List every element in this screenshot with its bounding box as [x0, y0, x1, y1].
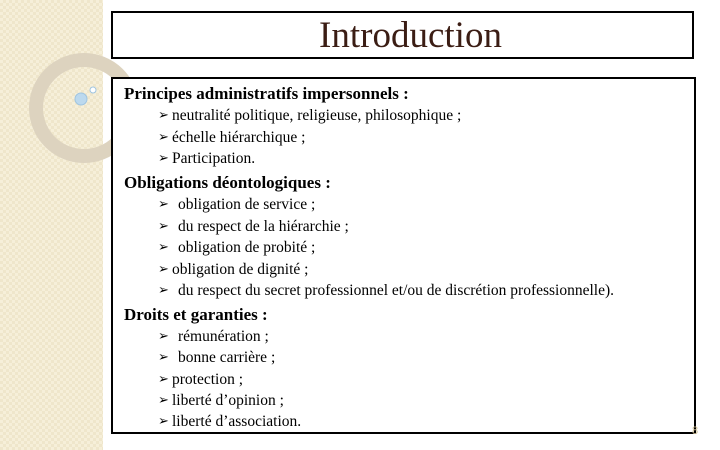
list-item-text: rémunération ; [178, 328, 269, 345]
list-item-text: échelle hiérarchique ; [172, 129, 306, 146]
list-item [158, 130, 305, 146]
list-item [158, 151, 255, 167]
list-item [158, 197, 315, 213]
arrow-bullet-icon: ➢ [158, 329, 169, 345]
list-item [158, 219, 349, 235]
arrow-bullet-icon: ➢ [158, 130, 169, 146]
list-item [158, 372, 243, 388]
list-item [158, 350, 275, 366]
list-item-text: obligation de probité ; [178, 239, 316, 256]
list-item-text: protection ; [172, 371, 244, 388]
slide-title: Introduction [319, 14, 502, 56]
content-box [111, 77, 696, 434]
list-item-text: obligation de dignité ; [172, 261, 309, 278]
title-box [111, 11, 694, 59]
section-heading: Principes administratifs impersonnels : [124, 84, 409, 103]
list-item [158, 329, 269, 345]
page-number: 8 [692, 425, 699, 437]
arrow-bullet-icon: ➢ [158, 108, 169, 124]
arrow-bullet-icon: ➢ [158, 393, 169, 409]
arrow-bullet-icon: ➢ [158, 283, 169, 299]
list-item [158, 108, 461, 124]
list-item-text: liberté d’opinion ; [172, 392, 284, 409]
list-item-text: Participation. [172, 150, 256, 167]
arrow-bullet-icon: ➢ [158, 262, 169, 278]
arrow-bullet-icon: ➢ [158, 372, 169, 388]
arrow-bullet-icon: ➢ [158, 219, 169, 235]
list-item-text: bonne carrière ; [178, 349, 276, 366]
section-heading: Droits et garanties : [124, 305, 268, 324]
list-item [158, 240, 315, 256]
list-item-text: du respect du secret professionnel et/ou de discrétion professionnelle). [178, 282, 615, 299]
decorative-small-bubble [90, 87, 96, 93]
list-item [158, 393, 284, 409]
arrow-bullet-icon: ➢ [158, 414, 169, 430]
list-item-text: liberté d’association. [172, 413, 302, 430]
list-item-text: neutralité politique, religieuse, philosophique ; [172, 107, 462, 124]
list-item-text: du respect de la hiérarchie ; [178, 218, 349, 235]
list-item-text: obligation de service ; [178, 196, 316, 213]
list-item [158, 414, 301, 430]
section-heading: Obligations déontologiques : [124, 173, 331, 192]
arrow-bullet-icon: ➢ [158, 197, 169, 213]
decorative-bubble [75, 93, 87, 105]
arrow-bullet-icon: ➢ [158, 240, 169, 256]
arrow-bullet-icon: ➢ [158, 350, 169, 366]
arrow-bullet-icon: ➢ [158, 151, 169, 167]
list-item [158, 262, 308, 278]
list-item [158, 283, 614, 299]
